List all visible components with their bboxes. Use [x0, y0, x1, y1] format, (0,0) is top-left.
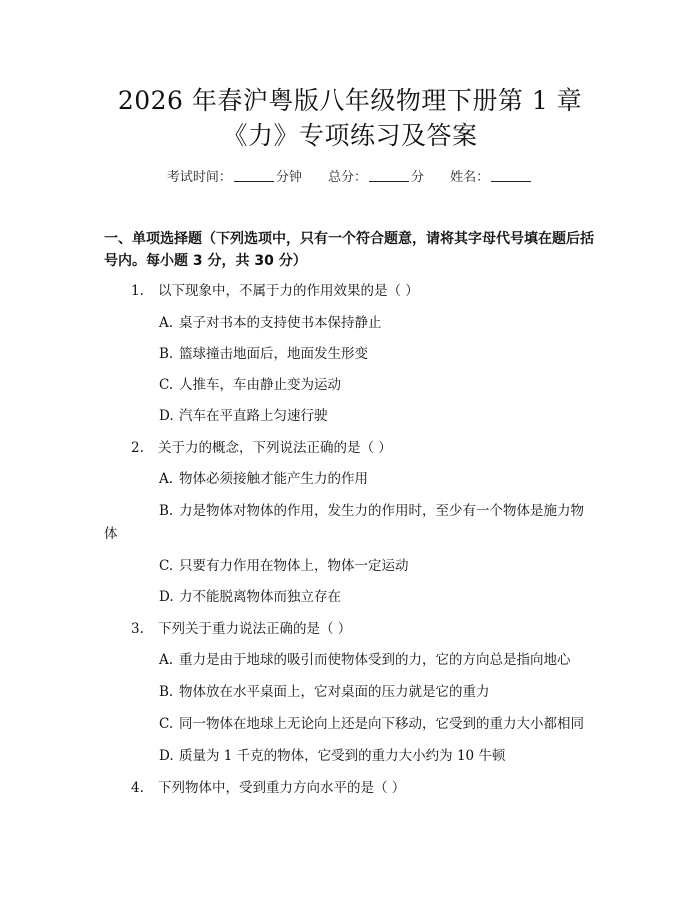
time-blank[interactable]	[234, 170, 274, 182]
question-3-option-c: C. 同一物体在地球上无论向上还是向下移动，它受到的重力大小都相同	[159, 716, 584, 732]
question-3-option-a: A. 重力是由于地球的吸引而使物体受到的力，它的方向总是指向地心	[159, 652, 571, 668]
question-2-option-b: B. 力是物体对物体的作用，发生力的作用时，至少有一个物体是施力物	[159, 503, 584, 519]
question-2-option-a: A. 物体必须接触才能产生力的作用	[159, 471, 368, 487]
score-blank[interactable]	[369, 170, 409, 182]
exam-time: 考试时间： 分钟	[166, 170, 302, 185]
section-heading-single-choice: 一、单项选择题（下列选项中，只有一个符合题意，请将其字母代号填在题后括 号内。每小题 3 分，共 30 分）	[104, 231, 594, 269]
exam-meta-line	[0, 166, 700, 185]
question-3-option-b: B. 物体放在水平桌面上，它对桌面的压力就是它的重力	[159, 684, 490, 700]
question-1-option-c: C. 人推车，车由静止变为运动	[159, 377, 341, 393]
question-2-option-d: D. 力不能脱离物体而独立存在	[159, 589, 341, 605]
question-4: 4. 下列物体中，受到重力方向水平的是（ ）	[131, 780, 406, 796]
name-blank[interactable]	[491, 170, 531, 182]
question-2-option-c: C. 只要有力作用在物体上，物体一定运动	[159, 558, 409, 574]
exam-name: 姓名：	[450, 170, 533, 185]
document-title-line1: 2026 年春沪粤版八年级物理下册第 1 章	[117, 86, 583, 115]
document-title-line2: 《力》专项练习及答案	[222, 121, 478, 150]
question-1-option-a: A. 桌子对书本的支持使书本保持静止	[159, 315, 382, 331]
question-1-option-d: D. 汽车在平直路上匀速行驶	[159, 408, 328, 424]
question-1: 1. 以下现象中，不属于力的作用效果的是（ ）	[131, 283, 419, 299]
question-1-option-b: B. 篮球撞击地面后，地面发生形变	[159, 346, 368, 362]
question-2-option-b-continuation: 体	[104, 526, 118, 542]
question-2: 2. 关于力的概念，下列说法正确的是（ ）	[131, 440, 392, 456]
question-3-option-d: D. 质量为 1 千克的物体，它受到的重力大小约为 10 牛顿	[159, 748, 506, 764]
exam-total-score: 总分： 分	[327, 170, 425, 185]
question-3: 3. 下列关于重力说法正确的是（ ）	[131, 621, 352, 637]
